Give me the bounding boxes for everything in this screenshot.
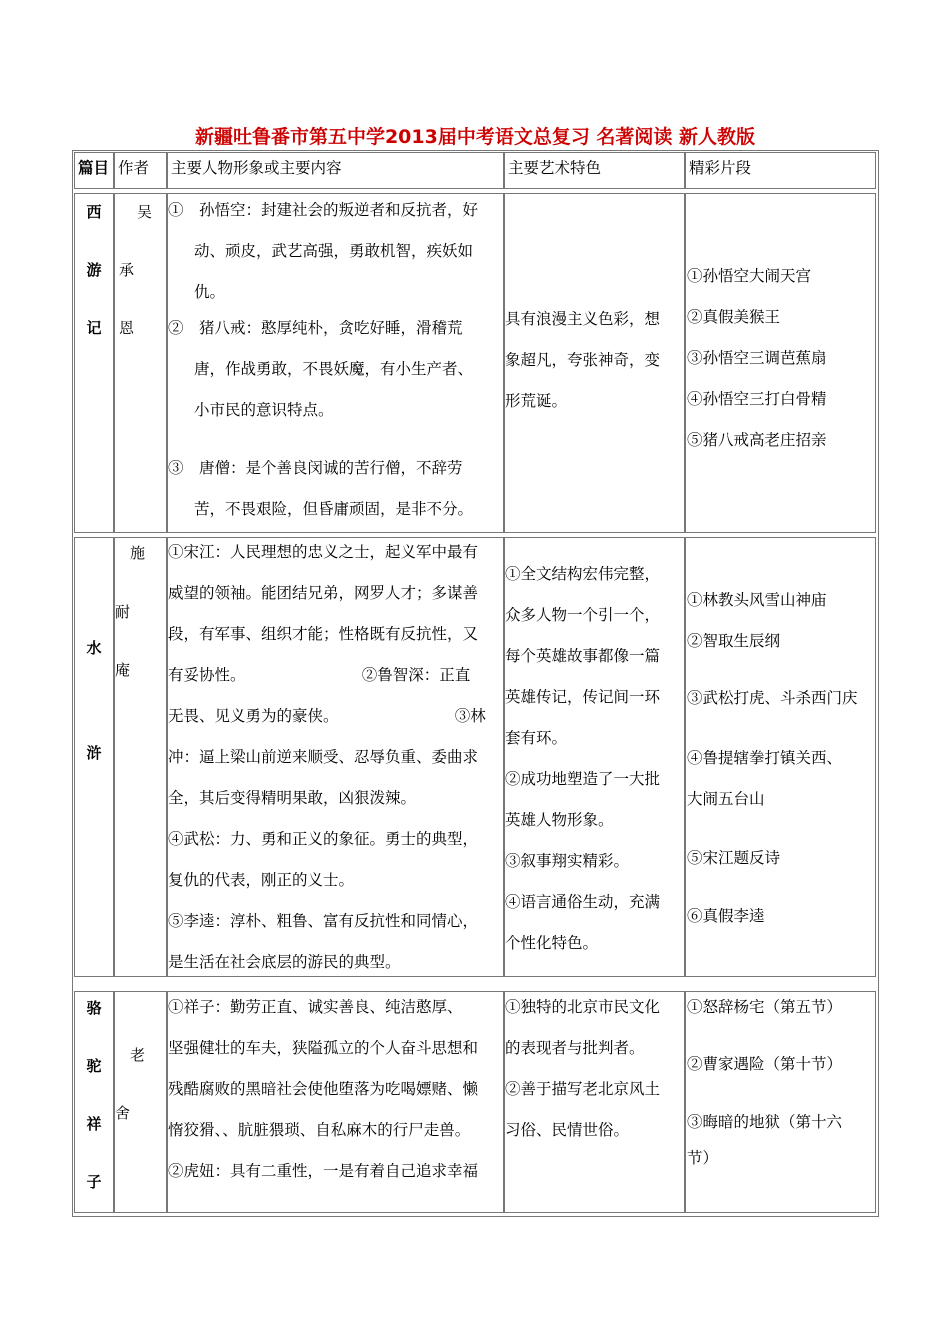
- row2-art-line: ④语言通俗生动，充满: [505, 893, 661, 911]
- row1-episode-line: ③孙悟空三调芭蕉扇: [687, 349, 827, 367]
- row2-art-line: 个性化特色。: [505, 934, 599, 952]
- row3-title-char: 祥: [86, 1115, 102, 1133]
- row1-author-char: 恩: [119, 319, 135, 337]
- row2-art-line: 英雄人物形象。: [505, 811, 614, 829]
- row3-art-line: 习俗、民情世俗。: [505, 1121, 630, 1139]
- header-episodes-column: 精彩片段: [685, 152, 876, 189]
- row2-episode-line: ③武松打虎、斗杀西门庆: [687, 689, 858, 707]
- row3-author-char: 舍: [115, 1104, 131, 1122]
- row3-art-cell: [504, 991, 685, 1213]
- row1-content-line: 动、顽皮，武艺高强，勇敢机智，疾妖如: [194, 242, 474, 260]
- row3-content-line: ②虎妞：具有二重性，一是有着自己追求幸福: [168, 1162, 479, 1180]
- row3-art-line: 的表现者与批判者。: [505, 1039, 645, 1057]
- row2-author-char: 耐: [115, 603, 131, 621]
- row3-art-line: ①独特的北京市民文化: [505, 998, 661, 1016]
- header-title-column: 篇目: [74, 152, 114, 189]
- row1-episodes-cell: [685, 193, 876, 533]
- row2-art-line: 英雄传记，传记间一环: [505, 688, 661, 706]
- row1-title-char: 西: [86, 203, 102, 221]
- row3-title-char: 子: [86, 1173, 102, 1191]
- row1-content-line: 小市民的意识特点。: [194, 401, 334, 419]
- row1-author-cell: [114, 193, 167, 533]
- row3-art-line: ②善于描写老北京风土: [505, 1080, 661, 1098]
- row3-episode-line: ②曹家遇险（第十节）: [687, 1055, 843, 1073]
- row1-episode-line: ④孙悟空三打白骨精: [687, 390, 827, 408]
- row1-title-char: 游: [86, 261, 102, 279]
- row1-episode-line: ②真假美猴王: [687, 308, 781, 326]
- row1-content-line: 苦，不畏艰险，但昏庸顽固，是非不分。: [194, 500, 474, 518]
- row2-episode-line: ⑤宋江题反诗: [687, 849, 781, 867]
- row1-art-line: 具有浪漫主义色彩，想: [505, 310, 661, 328]
- row1-episode-line: ①孙悟空大闹天宫: [687, 267, 812, 285]
- row2-art-line: ①全文结构宏伟完整，: [505, 565, 661, 583]
- row3-episode-line: ①怒辞杨宅（第五节）: [687, 998, 843, 1016]
- row3-episodes-cell: [685, 991, 876, 1213]
- row3-content-cell: [167, 991, 504, 1213]
- row2-content-line: 冲：逼上梁山前逆来顺受、忍辱负重、委曲求: [168, 748, 479, 766]
- header-author-column: 作者: [114, 152, 167, 189]
- row2-content-line: ④武松：力、勇和正义的象征。勇士的典型，: [168, 830, 479, 848]
- row2-art-line: ②成功地塑造了一大批: [505, 770, 661, 788]
- row3-author-cell: [114, 991, 167, 1213]
- row2-content-line: 威望的领袖。能团结兄弟，网罗人才；多谋善: [168, 584, 479, 602]
- row3-content-line: 残酷腐败的黑暗社会使他堕落为吃喝嫖赌、懒: [168, 1080, 479, 1098]
- row2-episode-line: ①林教头风雪山神庙: [687, 591, 827, 609]
- row3-content-line: 惰狡猾、、肮脏猥琐、自私麻木的行尸走兽。: [168, 1121, 471, 1139]
- row3-episode-line: ③晦暗的地狱（第十六: [687, 1113, 843, 1131]
- row2-content-line: 段，有军事、组织才能；性格既有反抗性，又: [168, 625, 479, 643]
- document-title: 新疆吐鲁番市第五中学2013届中考语文总复习 名著阅读 新人教版: [194, 126, 756, 148]
- row2-episode-line: ⑥真假李逵: [687, 907, 765, 925]
- row2-content-line: 有妥协性。 ②鲁智深：正直: [168, 666, 471, 684]
- row3-author-char: 老: [130, 1046, 146, 1064]
- row2-art-line: 套有环。: [505, 729, 568, 747]
- row1-content-line: ② 猪八戒：憨厚纯朴，贪吃好睡，滑稽荒: [168, 319, 463, 337]
- row1-content-line: ③ 唐僧：是个善良闵诚的苦行僧，不辞劳: [168, 459, 463, 477]
- row2-content-line: 无畏、见义勇为的豪侠。 ③林: [168, 707, 486, 725]
- row2-content-line: 是生活在社会底层的游民的典型。: [168, 953, 401, 971]
- row1-art-line: 象超凡，夸张神奇，变: [505, 351, 661, 369]
- row2-title-cell: [74, 537, 114, 977]
- row2-episode-line: ②智取生辰纲: [687, 632, 781, 650]
- row1-title-cell: [74, 193, 114, 533]
- row2-content-line: ⑤李逵：淳朴、粗鲁、富有反抗性和同情心，: [168, 912, 479, 930]
- row3-content-line: 坚强健壮的车夫，狭隘孤立的个人奋斗思想和: [168, 1039, 479, 1057]
- row1-content-line: 仇。: [194, 283, 226, 301]
- row3-title-char: 骆: [86, 999, 102, 1017]
- row1-content-line: 唐，作战勇敢，不畏妖魔，有小生产者、: [194, 360, 474, 378]
- row3-title-char: 驼: [86, 1057, 102, 1075]
- row1-art-cell: [504, 193, 685, 533]
- row2-art-line: 众多人物一个引一个，: [505, 606, 661, 624]
- row2-content-line: 全，其后变得精明果敢，凶狠泼辣。: [168, 789, 417, 807]
- row1-content-cell: [167, 193, 504, 533]
- row2-art-cell: [504, 537, 685, 977]
- row2-art-line: ③叙事翔实精彩。: [505, 852, 630, 870]
- header-content-column: 主要人物形象或主要内容: [167, 152, 504, 189]
- row1-content-line: ① 孙悟空：封建社会的叛逆者和反抗者，好: [168, 201, 479, 219]
- row2-title-char: 水: [86, 639, 102, 657]
- row2-title-char: 浒: [86, 744, 102, 762]
- row2-art-line: 每个英雄故事都像一篇: [505, 647, 661, 665]
- row2-episode-line: 大闹五台山: [687, 790, 765, 808]
- row3-title-cell: [74, 991, 114, 1213]
- row2-episodes-cell: [685, 537, 876, 977]
- header-art-column: 主要艺术特色: [504, 152, 685, 189]
- row2-author-char: 施: [130, 544, 146, 562]
- row1-author-char: 吴: [137, 203, 153, 221]
- row2-content-line: 复仇的代表，刚正的义士。: [168, 871, 355, 889]
- row2-content-line: ①宋江：人民理想的忠义之士，起义军中最有: [168, 543, 479, 561]
- row1-episode-line: ⑤猪八戒高老庄招亲: [687, 431, 827, 449]
- row1-title-char: 记: [86, 319, 102, 337]
- row2-content-cell: [167, 537, 504, 977]
- row3-content-line: ①祥子：勤劳正直、诚实善良、纯洁憨厚、: [168, 998, 463, 1016]
- row3-episode-line: 节）: [687, 1149, 719, 1167]
- row2-author-cell: [114, 537, 167, 977]
- row2-author-char: 庵: [115, 661, 131, 679]
- row1-art-line: 形荒诞。: [505, 392, 568, 410]
- row2-episode-line: ④鲁提辖拳打镇关西、: [687, 749, 843, 767]
- row1-author-char: 承: [119, 261, 135, 279]
